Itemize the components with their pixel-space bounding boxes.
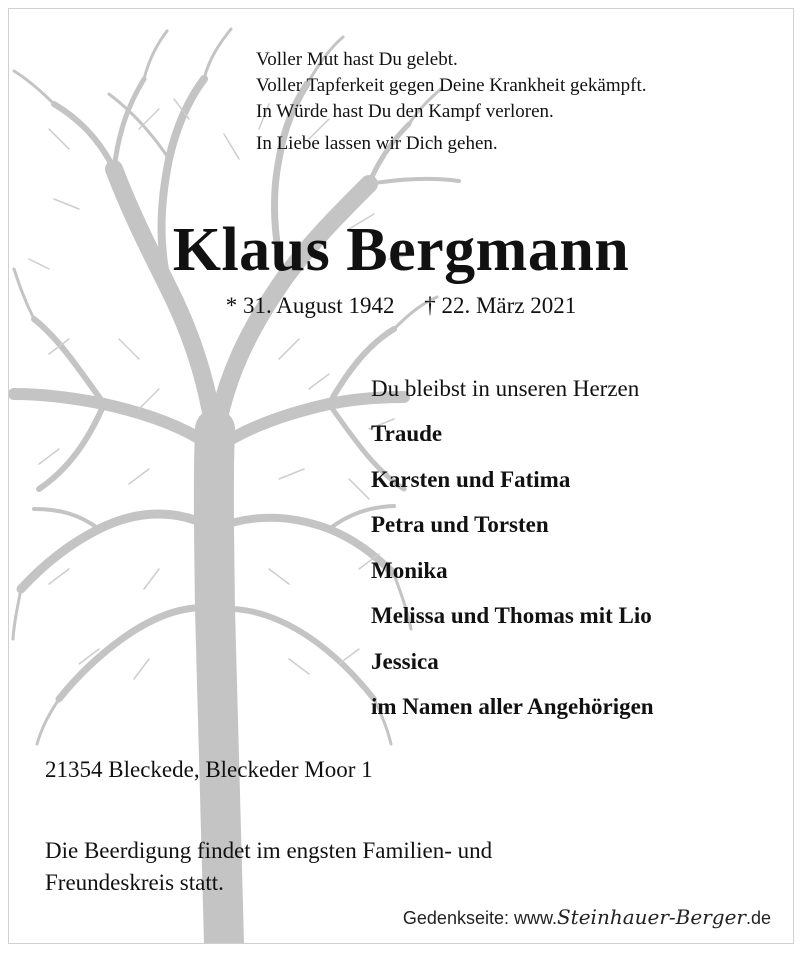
footer-brand: Steinhauer-Berger <box>556 905 746 929</box>
birth-date: * 31. August 1942 <box>225 293 395 318</box>
funeral-note <box>45 835 492 899</box>
poem <box>256 47 647 157</box>
death-date: † 22. März 2021 <box>424 293 577 318</box>
obituary-notice <box>8 8 794 944</box>
address: 21354 Bleckede, Bleckeder Moor 1 <box>45 757 373 782</box>
mourners-intro: Du bleibst in unseren Herzen <box>371 376 640 401</box>
mourner-name: Petra und Torsten <box>371 512 549 537</box>
footer-suffix: .de <box>745 908 771 928</box>
footer-prefix: Gedenkseite: www. <box>402 908 557 928</box>
poem-line: In Liebe lassen wir Dich gehen. <box>256 133 498 154</box>
mourners-block <box>371 367 654 730</box>
poem-line: Voller Mut hast Du gelebt. <box>256 49 458 70</box>
deceased-name: Klaus Bergmann <box>172 216 630 284</box>
mourner-name: im Namen aller Angehörigen <box>371 694 654 719</box>
funeral-line: Freundeskreis statt. <box>45 870 224 895</box>
mourner-name: Traude <box>371 421 443 446</box>
life-dates <box>9 293 793 319</box>
mourner-name: Monika <box>371 557 448 583</box>
poem-line: Voller Tapferkeit gegen Deine Krankheit gekämpft. <box>256 75 647 96</box>
funeral-line: Die Beerdigung findet im engsten Familien- und <box>45 838 493 863</box>
poem-line: In Würde hast Du den Kampf verloren. <box>256 101 554 122</box>
mourner-name: Melissa und Thomas mit Lio <box>371 603 652 628</box>
mourner-name: Jessica <box>371 648 439 674</box>
mourner-name: Karsten und Fatima <box>371 466 571 492</box>
memorial-page-link[interactable] <box>403 905 771 929</box>
